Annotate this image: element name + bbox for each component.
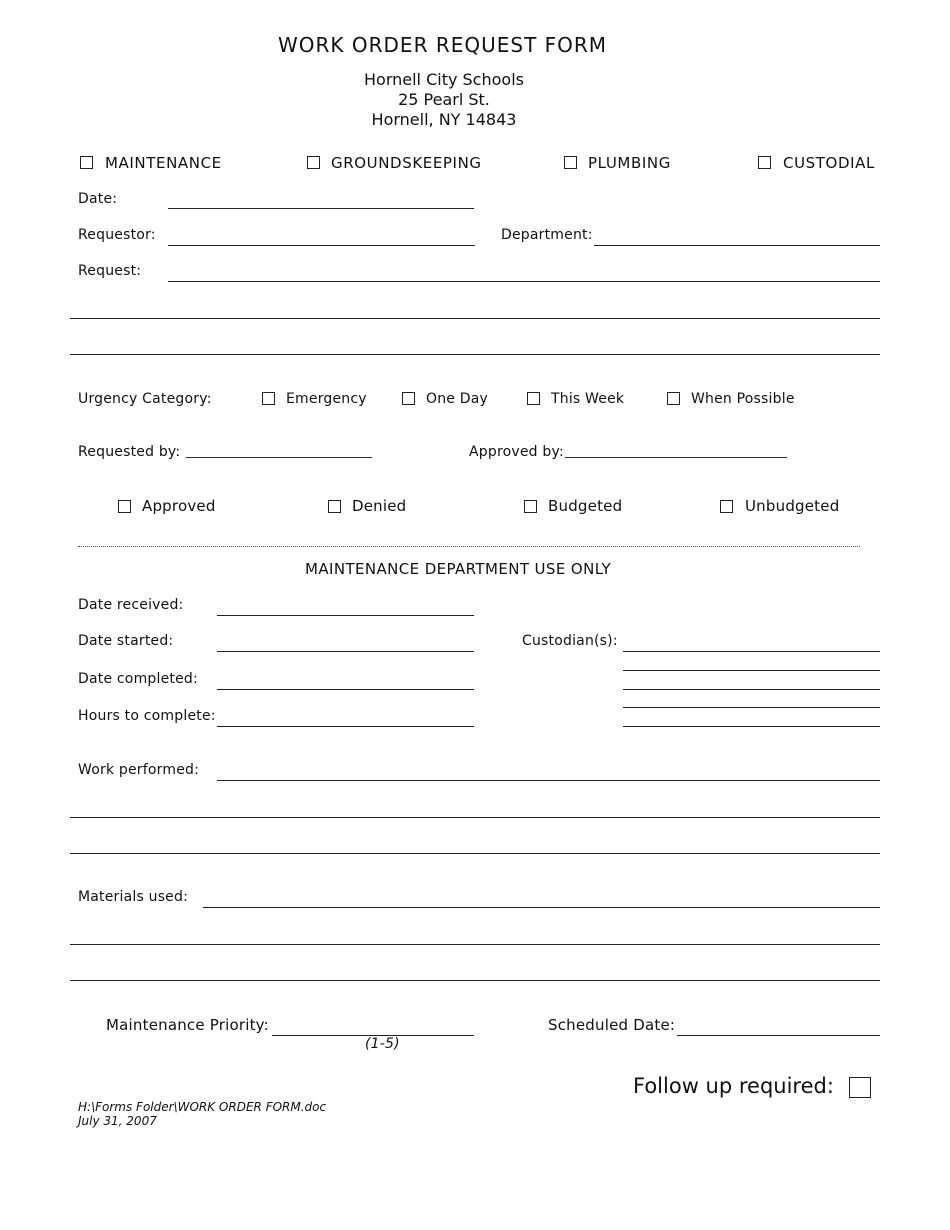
work-performed-label: Work performed: (78, 762, 200, 778)
plumbing-checkbox[interactable] (564, 156, 577, 169)
materials-label: Materials used: (78, 889, 189, 905)
priority-label: Maintenance Priority: (106, 1016, 269, 1034)
requested-by-label: Requested by: (78, 444, 181, 460)
work-performed-line-3[interactable] (70, 853, 880, 854)
emergency-checkbox[interactable] (262, 392, 275, 405)
custodian-field-3[interactable] (623, 689, 880, 690)
date-completed-field[interactable] (217, 689, 474, 690)
date-label: Date: (78, 191, 118, 207)
this-week-checkbox[interactable] (527, 392, 540, 405)
org-street: 25 Pearl St. (398, 90, 490, 109)
budgeted-checkbox[interactable] (524, 500, 537, 513)
form-title: WORK ORDER REQUEST FORM (278, 33, 608, 57)
custodian-field-4[interactable] (623, 707, 880, 708)
when-possible-label: When Possible (691, 391, 795, 407)
org-city: Hornell, NY 14843 (371, 110, 517, 129)
date-field[interactable] (168, 208, 474, 209)
work-performed-line-1[interactable] (217, 780, 880, 781)
groundskeeping-checkbox[interactable] (307, 156, 320, 169)
one-day-label: One Day (426, 391, 489, 407)
unbudgeted-label: Unbudgeted (745, 497, 840, 515)
requestor-label: Requestor: (78, 227, 156, 243)
approved-label: Approved (142, 497, 216, 515)
maintenance-checkbox[interactable] (80, 156, 93, 169)
footer-date: July 31, 2007 (78, 1114, 157, 1128)
emergency-label: Emergency (286, 391, 367, 407)
this-week-label: This Week (551, 391, 625, 407)
footer-file-path: H:\Forms Folder\WORK ORDER FORM.doc (78, 1100, 327, 1114)
date-started-label: Date started: (78, 633, 174, 649)
custodians-label: Custodian(s): (522, 633, 618, 649)
section-divider (78, 546, 860, 547)
date-received-label: Date received: (78, 597, 184, 613)
custodial-label: CUSTODIAL (783, 154, 875, 172)
materials-line-1[interactable] (203, 907, 880, 908)
plumbing-label: PLUMBING (588, 154, 671, 172)
request-label: Request: (78, 263, 142, 279)
custodial-checkbox[interactable] (758, 156, 771, 169)
maintenance-label: MAINTENANCE (105, 154, 222, 172)
one-day-checkbox[interactable] (402, 392, 415, 405)
requestor-field[interactable] (168, 245, 475, 246)
approved-by-label: Approved by: (469, 444, 564, 460)
custodian-field-5[interactable] (623, 726, 880, 727)
budgeted-label: Budgeted (548, 497, 623, 515)
groundskeeping-label: GROUNDSKEEPING (331, 154, 482, 172)
date-started-field[interactable] (217, 651, 474, 652)
department-field[interactable] (594, 245, 880, 246)
org-name: Hornell City Schools (364, 70, 524, 89)
follow-up-label: Follow up required: (633, 1074, 834, 1098)
request-field-line-3[interactable] (70, 354, 880, 355)
work-performed-line-2[interactable] (70, 817, 880, 818)
hours-label: Hours to complete: (78, 708, 216, 724)
follow-up-checkbox[interactable] (849, 1077, 871, 1098)
approved-by-field[interactable]: _____________________________________ (565, 444, 787, 458)
requested-by-field[interactable]: _______________________________ (186, 444, 372, 458)
date-received-field[interactable] (217, 615, 474, 616)
denied-checkbox[interactable] (328, 500, 341, 513)
approved-checkbox[interactable] (118, 500, 131, 513)
priority-hint: (1-5) (365, 1036, 400, 1052)
materials-line-3[interactable] (70, 980, 880, 981)
request-field-line-2[interactable] (70, 318, 880, 319)
scheduled-date-label: Scheduled Date: (548, 1016, 676, 1034)
custodian-field-2[interactable] (623, 670, 880, 671)
when-possible-checkbox[interactable] (667, 392, 680, 405)
denied-label: Denied (352, 497, 407, 515)
hours-field[interactable] (217, 726, 474, 727)
maintenance-section-title: MAINTENANCE DEPARTMENT USE ONLY (305, 560, 612, 578)
date-completed-label: Date completed: (78, 671, 198, 687)
department-label: Department: (501, 227, 593, 243)
request-field-line-1[interactable] (168, 281, 880, 282)
scheduled-date-field[interactable] (677, 1035, 880, 1036)
materials-line-2[interactable] (70, 944, 880, 945)
urgency-label: Urgency Category: (78, 391, 212, 407)
custodian-field-1[interactable] (623, 651, 880, 652)
unbudgeted-checkbox[interactable] (720, 500, 733, 513)
